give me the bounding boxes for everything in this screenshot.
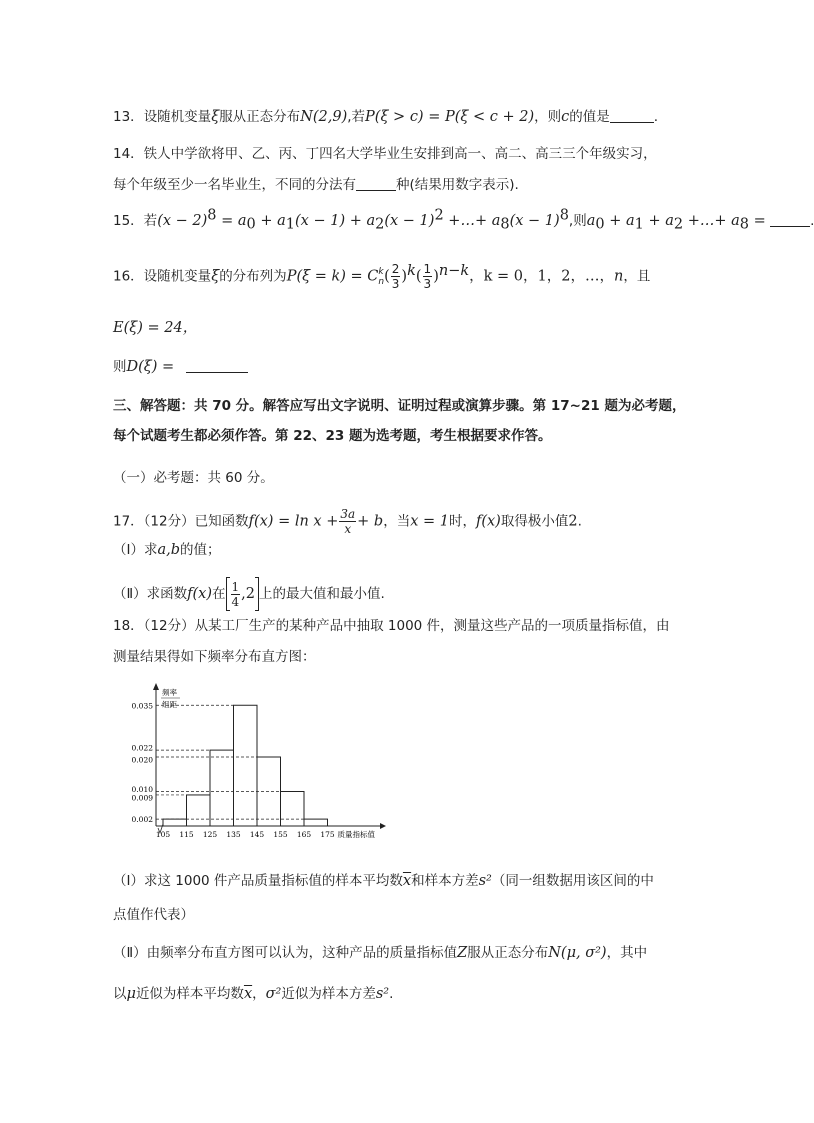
question-16-variance: 则D(ξ) =: [113, 357, 248, 377]
section-3-line1: 三、解答题：共 70 分。解答应写出文字说明、证明过程或演算步骤。第 17~21 题为必考题，: [113, 398, 686, 414]
y-tick-label: 0.002: [131, 815, 153, 825]
histogram-bar: [210, 750, 234, 826]
x-tick-label: 115: [179, 830, 194, 839]
question-18-part2-line2: 以μ近似为样本平均数$\overline{x}$，σ²近似为样本方差s².: [113, 986, 394, 1002]
question-14-line2: 每个年级至少一名毕业生，不同的分法有 种(结果用数字表示).: [113, 177, 519, 193]
y-tick-label: 0.022: [131, 743, 153, 753]
y-label-numerator: 频率: [162, 688, 177, 697]
question-15: 15．若$(x - 2)^8 = a_0 + a_1(x - 1) + a_2(x - 1)^2$ +…+ $a_8(x - 1)^8$,则$a_0 + a_1 + a_2$ +…+ $a_8$ = .: [113, 207, 814, 233]
answer-blank: [186, 359, 248, 373]
fraction-one-quarter: $\frac{1}{4}$: [231, 579, 240, 609]
question-18-part2: （Ⅱ）由频率分布直方图可以认为，这种产品的质量指标值Z服从正态分布N(μ, σ²)，其中: [113, 945, 648, 961]
fraction-3a-over-x: $\frac{3a}{x}$: [340, 507, 356, 536]
x-tick-label: 105: [155, 830, 171, 839]
question-16: 16．设随机变量ξ的分布列为P(ξ = k) = Ck n( $\frac{2}{3}$ )$^k$( $\frac{1}{3}$ )$^{n-k}$，k = 0，1，2，…，n，且: [113, 262, 651, 291]
y-axis-arrow: [153, 683, 159, 690]
histogram-bar: [234, 705, 258, 826]
y-tick-label: 0.035: [131, 701, 153, 711]
x-axis-arrow: [380, 823, 386, 829]
x-tick-label: 135: [226, 830, 241, 839]
answer-blank: [356, 177, 396, 191]
question-16-expectation: E(ξ) = 24，: [113, 320, 198, 336]
question-18-part1-line2: 点值作代表）: [113, 907, 194, 923]
y-tick-label: 0.020: [131, 755, 153, 765]
fraction-two-thirds: $\frac{2}{3}$: [391, 262, 400, 291]
histogram-bar: [281, 792, 305, 827]
question-13: 13．设随机变量ξ服从正态分布N(2,9),若P(ξ > c) = P(ξ < c + 2)，则c的值是 .: [113, 109, 659, 125]
question-18-line2: 测量结果得如下频率分布直方图：: [113, 649, 316, 665]
histogram-bar: [304, 819, 328, 826]
fraction-one-third: $\frac{1}{3}$: [423, 262, 432, 291]
question-18-line1: 18．（12分）从某工厂生产的某种产品中抽取 1000 件，测量这些产品的一项质量指标值，由: [113, 618, 670, 634]
histogram-bar: [163, 819, 187, 826]
question-17: 17．（12分）已知函数f(x) = ln x + $\frac{3a}{x}$ + b，当x = 1时，f(x)取得极小值2.: [113, 507, 582, 536]
required-heading: （一）必考题：共 60 分。: [113, 470, 274, 486]
y-tick-label: 0.009: [131, 793, 153, 803]
answer-blank: [610, 109, 654, 123]
x-tick-label: 175: [320, 830, 335, 839]
question-14-line1: 14．铁人中学欲将甲、乙、丙、丁四名大学毕业生安排到高一、高二、高三三个年级实习，: [113, 146, 657, 162]
x-tick-label: 155: [273, 830, 288, 839]
left-bracket: [226, 577, 230, 611]
answer-blank: [770, 213, 810, 227]
x-tick-label: 145: [249, 830, 265, 839]
histogram-bar: [187, 795, 211, 826]
frequency-histogram: [118, 680, 398, 850]
section-3-line2: 每个试题考生都必须作答。第 22、23 题为选考题，考生根据要求作答。: [113, 428, 552, 444]
question-18-part1: （Ⅰ）求这 1000 件产品质量指标值的样本平均数$\overline{x}$和样本方差s²（同一组数据用该区间的中: [113, 873, 654, 889]
x-tick-label: 125: [202, 830, 218, 839]
question-17-part2: （Ⅱ）求函数f(x)在 $\frac{1}{4}$ ,2 上的最大值和最小值.: [113, 577, 385, 611]
y-tick-label: 0.010: [131, 785, 153, 794]
x-tick-label: 165: [296, 830, 312, 839]
y-label-denominator: 组距: [162, 700, 177, 709]
question-17-part1: （Ⅰ）求a,b的值；: [113, 542, 221, 558]
x-axis-label: 质量指标值: [337, 830, 375, 839]
